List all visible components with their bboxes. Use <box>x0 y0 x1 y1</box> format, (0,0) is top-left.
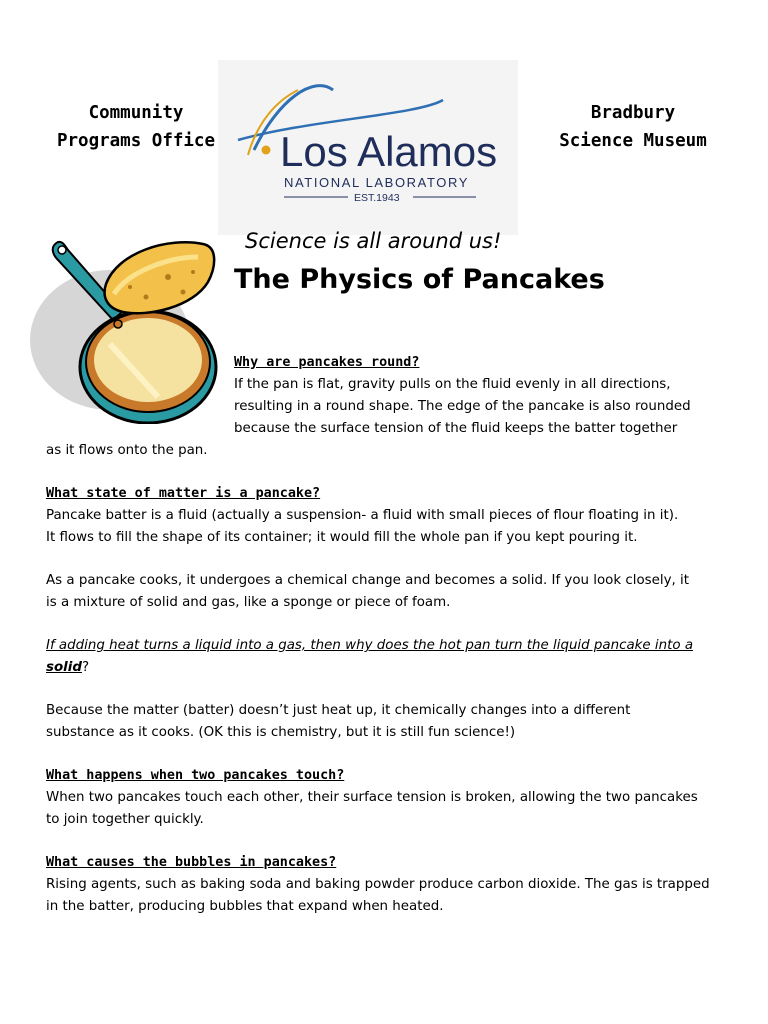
logo-sub: NATIONAL LABORATORY <box>284 175 469 190</box>
question-heat-line-1: If adding heat turns a liquid into a gas, then why does the hot pan turn the liquid pancake into a <box>46 638 694 653</box>
logo-name: Los Alamos <box>280 128 498 175</box>
round-line-4: as it flows onto the pan. <box>46 443 208 458</box>
cooks-line-2: is a mixture of solid and gas, like a sponge or piece of foam. <box>46 595 451 610</box>
header-right-line1: Bradbury <box>590 103 676 123</box>
cooks-line-1: As a pancake cooks, it undergoes a chemical change and becomes a solid. If you look closely, it <box>46 573 690 588</box>
question-round <box>234 352 419 374</box>
logo-est: EST.1943 <box>354 192 400 204</box>
page-title: The Physics of Pancakes <box>234 264 605 295</box>
touch-line-2: to join together quickly. <box>46 812 204 827</box>
question-touch: What happens when two pancakes touch? <box>46 768 345 783</box>
question-heat-solid: solid <box>46 660 82 675</box>
round-line-2: resulting in a round shape. The edge of the pancake is also rounded <box>234 399 691 414</box>
because-line-2: substance as it cooks. (OK this is chemistry, but it is still fun science!) <box>46 725 516 740</box>
tagline: Science is all around us! <box>245 229 502 253</box>
round-line-1: If the pan is flat, gravity pulls on the fluid evenly in all directions, <box>234 377 671 392</box>
question-state-mark: ? <box>312 486 321 501</box>
bubbles-line-1: Rising agents, such as baking soda and baking powder produce carbon dioxide. The gas is trapped <box>46 877 710 892</box>
pancake-pan-illustration <box>18 232 233 424</box>
los-alamos-logo <box>218 60 518 235</box>
bubbles-line-2: in the batter, producing bubbles that expand when heated. <box>46 899 444 914</box>
logo-swoosh-icon <box>218 60 518 235</box>
question-heat-line-2 <box>46 657 89 679</box>
state-line-1: Pancake batter is a fluid (actually a suspension- a fluid with small pieces of flour floating in it). <box>46 508 679 523</box>
question-bubbles-text: What causes the bubbles in pancakes <box>46 855 329 870</box>
question-round-mark: ? <box>411 355 420 370</box>
header-left <box>46 99 226 155</box>
header-right <box>548 99 718 155</box>
header-left-line1: Community <box>88 103 184 123</box>
question-heat-mark: ? <box>81 660 90 675</box>
pancake-pan-icon <box>18 232 233 424</box>
header-left-line2: Programs Office <box>56 131 216 151</box>
because-line-1: Because the matter (batter) doesn’t just heat up, it chemically changes into a different <box>46 703 631 718</box>
header-right-line2: Science Museum <box>559 131 707 151</box>
touch-line-1: When two pancakes touch each other, their surface tension is broken, allowing the two pancakes <box>46 790 698 805</box>
question-state <box>46 483 320 505</box>
round-line-3: because the surface tension of the fluid keeps the batter together <box>234 421 678 436</box>
question-round-text: Why are pancakes round <box>234 355 412 370</box>
question-state-text: What state of matter is a pancake <box>46 486 313 501</box>
question-bubbles-mark: ? <box>328 855 337 870</box>
question-bubbles <box>46 852 336 874</box>
state-line-2: It flows to fill the shape of its container; it would fill the whole pan if you kept pouring it. <box>46 530 638 545</box>
